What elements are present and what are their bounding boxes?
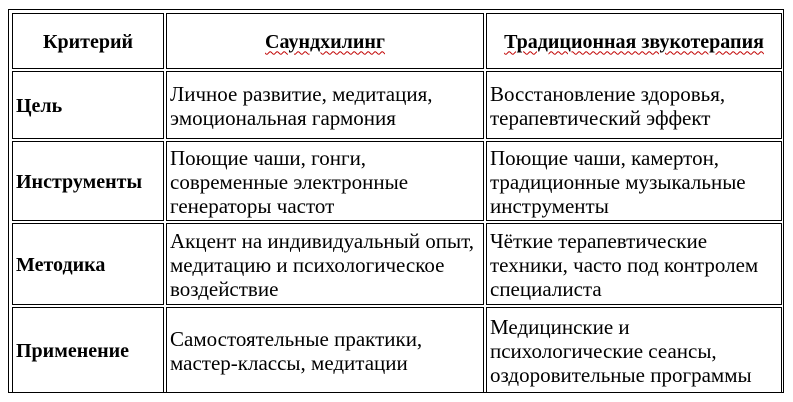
- table-row: [12, 141, 782, 221]
- soundhealing-cell: Акцент на индивидуальный опыт, медитацию и психологическое воздействие: [166, 223, 484, 305]
- comparison-table: [10, 11, 784, 395]
- table-row: [12, 307, 782, 393]
- criterion-cell: Применение: [12, 307, 164, 393]
- header-criterion: Критерий: [12, 13, 164, 69]
- traditional-cell: Медицинские и психологические сеансы, оздоровительные программы: [486, 307, 782, 393]
- header-traditional-label: Традиционная звукотерапия: [504, 30, 764, 53]
- criterion-cell: Инструменты: [12, 141, 164, 221]
- soundhealing-cell: Поющие чаши, гонги, современные электронные генераторы частот: [166, 141, 484, 221]
- traditional-cell: Чёткие терапевтические техники, часто под контролем специалиста: [486, 223, 782, 305]
- table-row: [12, 223, 782, 305]
- table-row: [12, 71, 782, 139]
- traditional-cell: Восстановление здоровья, терапевтический эффект: [486, 71, 782, 139]
- comparison-table-frame: [8, 9, 784, 393]
- soundhealing-cell: Самостоятельные практики, мастер-классы, медитации: [166, 307, 484, 393]
- header-soundhealing: [166, 13, 484, 69]
- criterion-cell: Методика: [12, 223, 164, 305]
- header-soundhealing-label: Саундхилинг: [265, 30, 385, 53]
- soundhealing-cell: Личное развитие, медитация, эмоциональная гармония: [166, 71, 484, 139]
- header-traditional: [486, 13, 782, 69]
- header-row: [12, 13, 782, 69]
- traditional-cell: Поющие чаши, камертон, традиционные музыкальные инструменты: [486, 141, 782, 221]
- criterion-cell: Цель: [12, 71, 164, 139]
